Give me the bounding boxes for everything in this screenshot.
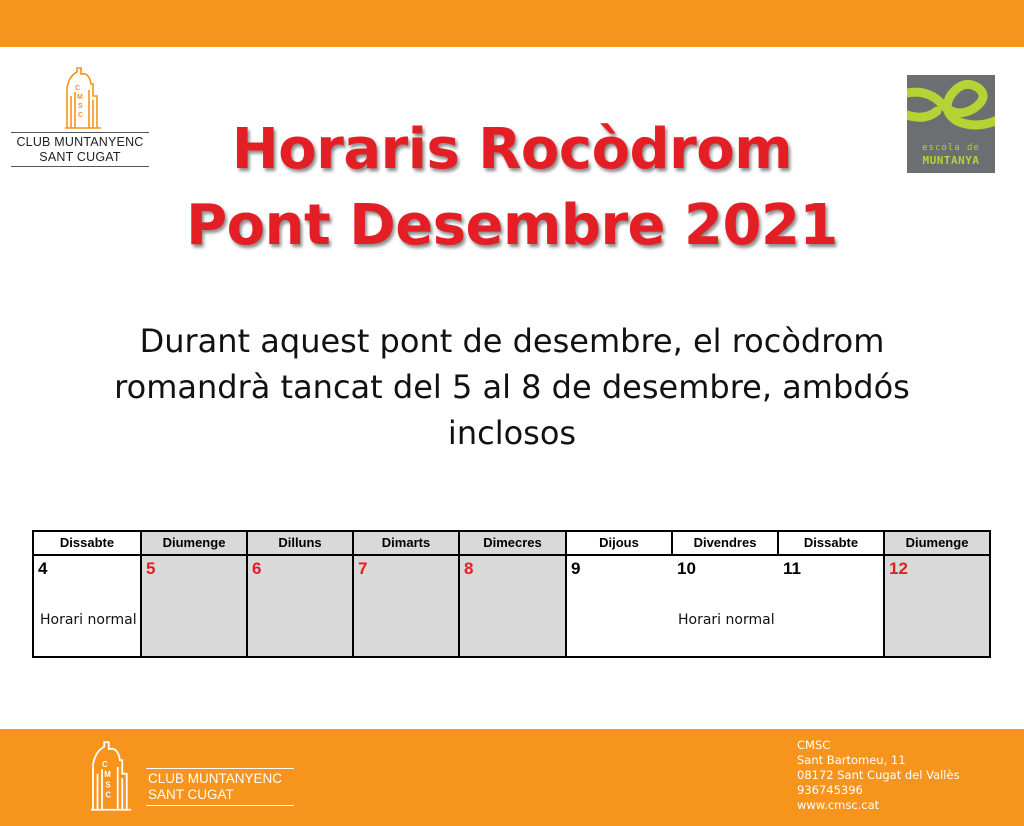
page-title	[0, 112, 1024, 264]
weekday-header: Divendres	[671, 532, 777, 554]
svg-text:C: C	[78, 112, 84, 119]
escola-label: escola de	[922, 143, 980, 153]
day-number: 7	[358, 559, 368, 578]
club-logo-line2: SANT CUGAT	[39, 150, 121, 164]
svg-text:C: C	[105, 790, 112, 800]
day-number: 12	[889, 559, 908, 578]
club-logo-line1: CLUB MUNTANYENC	[16, 135, 144, 149]
weekday-header: Dijous	[565, 532, 671, 554]
day-number: 10	[677, 559, 696, 578]
weekday-header: Diumenge	[883, 532, 989, 554]
note-normal-hours-middle: Horari normal	[678, 612, 775, 628]
day-number: 4	[38, 559, 48, 578]
contact-info	[797, 738, 1017, 813]
day-cell	[246, 556, 352, 656]
contact-org: CMSC	[797, 738, 831, 752]
contact-street: Sant Bartomeu, 11	[797, 753, 906, 767]
day-cell	[352, 556, 458, 656]
contact-city: 08172 Sant Cugat del Vallès	[797, 768, 960, 782]
svg-text:S: S	[78, 103, 83, 110]
calendar-table	[32, 530, 991, 658]
muntanya-label: MUNTANYA	[922, 154, 980, 167]
day-cell	[565, 556, 671, 656]
day-number: 8	[464, 559, 474, 578]
footer-club-logo	[80, 740, 292, 814]
svg-text:S: S	[105, 780, 111, 790]
svg-text:C: C	[102, 760, 108, 769]
calendar-body-row	[34, 556, 989, 656]
contact-phone: 936745396	[797, 783, 863, 797]
note-normal-hours-first: Horari normal	[40, 612, 137, 628]
footer-logo-text	[146, 768, 294, 806]
svg-text:M: M	[77, 94, 83, 101]
day-cell	[883, 556, 989, 656]
calendar-header-row	[34, 532, 989, 556]
closure-description: Durant aquest pont de desembre, el rocòdrom romandrà tancat del 5 al 8 de desembre, ambdós inclosos	[114, 322, 910, 452]
top-orange-bar	[0, 0, 1024, 47]
title-line2: Pont Desembre 2021	[186, 193, 838, 258]
weekday-header: Dissabte	[59, 535, 115, 550]
weekday-header: Dilluns	[246, 532, 352, 554]
weekday-header: Dimarts	[352, 532, 458, 554]
day-number: 9	[571, 559, 581, 578]
day-cell	[777, 556, 883, 656]
weekday-header: Dissabte	[777, 532, 883, 554]
day-number: 5	[146, 559, 156, 578]
contact-website[interactable]: www.cmsc.cat	[797, 798, 880, 812]
footer-tower-icon	[80, 740, 142, 812]
day-number: 6	[252, 559, 262, 578]
svg-text:C: C	[75, 85, 81, 92]
weekday-header: Dimecres	[458, 532, 565, 554]
day-cell	[140, 556, 246, 656]
day-cell	[671, 556, 777, 656]
title-line1: Horaris Rocòdrom	[231, 117, 793, 182]
footer-logo-line2: SANT CUGAT	[148, 787, 234, 802]
weekday-header: Diumenge	[140, 532, 246, 554]
day-number: 11	[783, 559, 801, 578]
footer-logo-line1: CLUB MUNTANYENC	[148, 771, 283, 786]
day-cell	[34, 556, 140, 656]
svg-text:M: M	[104, 770, 111, 780]
day-cell	[458, 556, 565, 656]
